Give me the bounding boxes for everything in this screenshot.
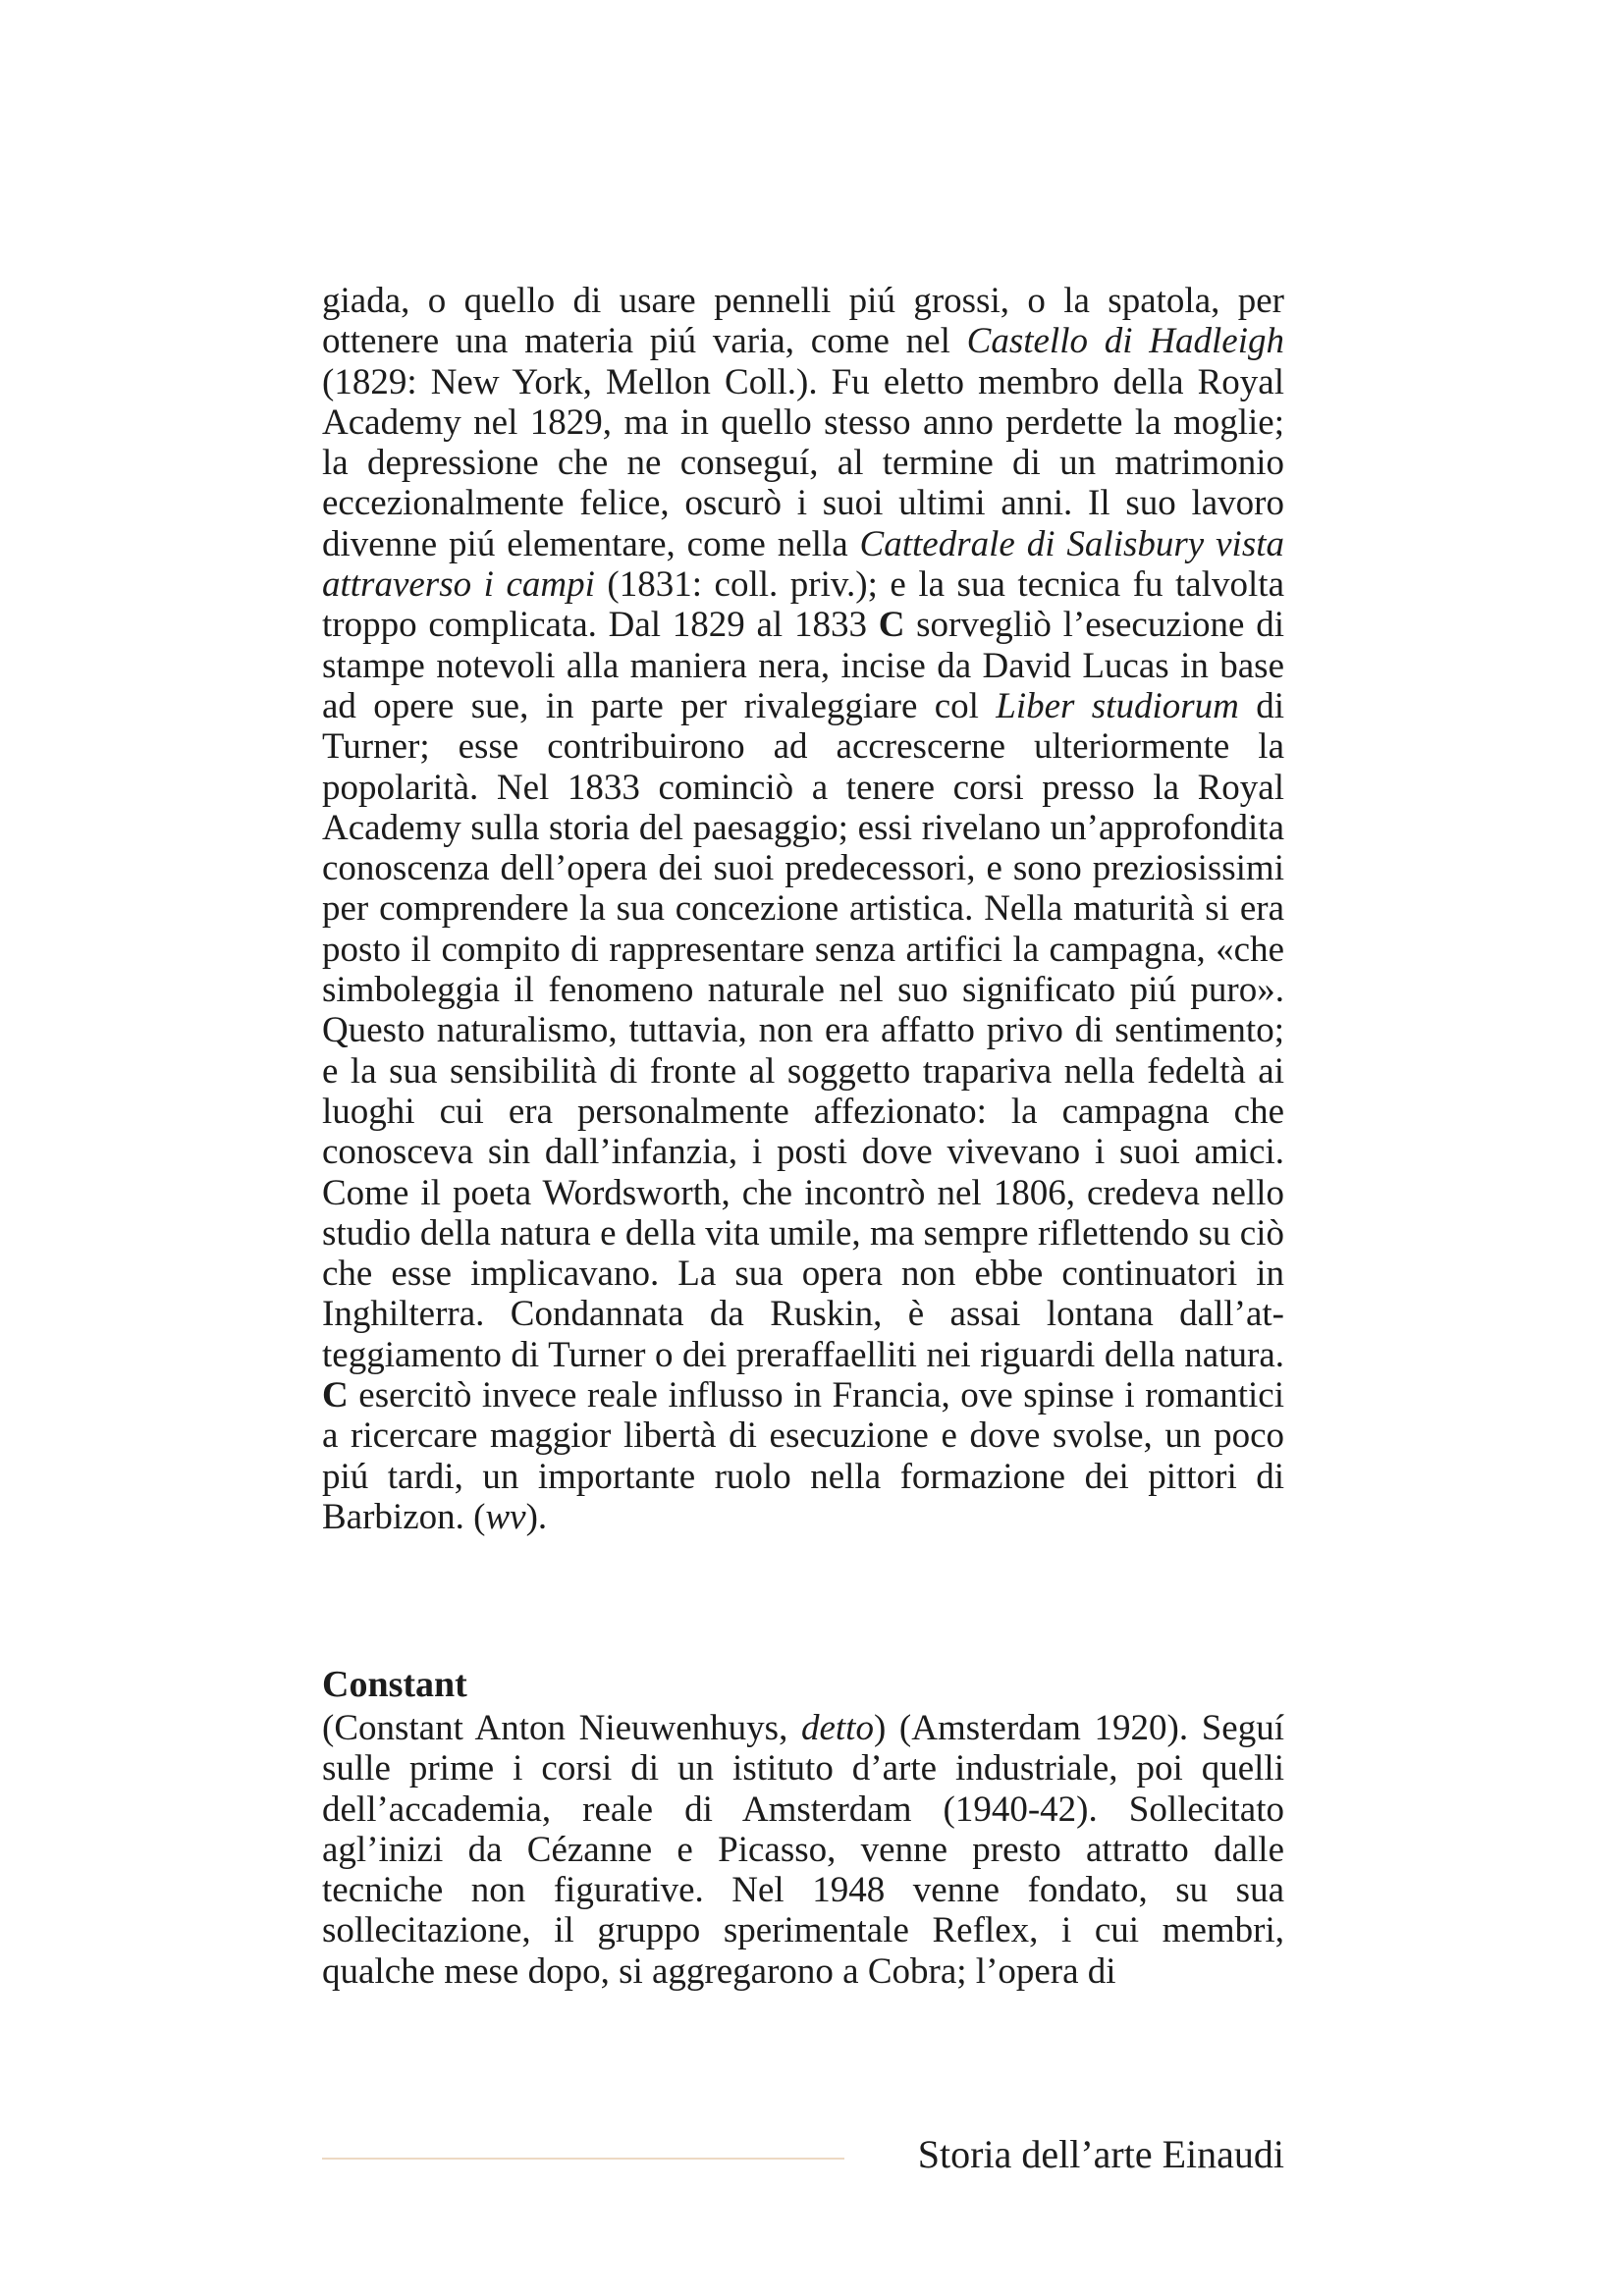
italic-run: Castello di Hadleigh [966, 321, 1284, 362]
italic-run: Liber studiorum [996, 685, 1239, 726]
text-run: (1829: New York, Mellon Coll.). Fu eletto membro della Royal Academy nel 1829, ma in quello stesso anno perdette la moglie; la depressione che ne conseguí, al termine di un matrimonio eccezionalmente felice, oscurò i suoi ultimi anni. Il suo lavoro divenne piú elementare, come nella [322, 361, 1284, 564]
text-run: ). [525, 1496, 548, 1537]
bold-abbreviation: C [878, 605, 905, 646]
text-run: di Turner; esse contribuirono ad accrescerne ulteriormente la popolarità. Nel 1833 cominciò a tenere corsi presso la Royal Academy sulla storia del paesaggio; essi rivelano un’approfondita conoscenza dell’opera dei suoi predecessori, e sono preziosissimi per comprendere la sua concezione artistica. Nella maturità si era posto il compito di rappresentare senza artifici la campagna, «che simboleggia il fenomeno naturale nel suo significato piú puro». Questo naturalismo, tuttavia, non era affatto privo di sentimento; e la sua sensibilità di fronte al soggetto trapariva nella fedeltà ai luoghi cui era personalmente affezionato: la campagna che conosceva sin dall’infanzia, i posti dove vivevano i suoi amici. Come il poeta Wordsworth, che incontrò nel 1806, credeva nello studio della natura e della vita umile, ma sempre riflettendo su ciò che esse implicavano. La sua opera non ebbe continuatori in Inghilterra. Condannata da Ruskin, è assai lontana dall’atteggiamento di Turner o dei preraffaelliti nei riguardi della natura. [322, 685, 1284, 1375]
italic-run: wv [485, 1496, 526, 1537]
body-paragraph [322, 1708, 1284, 1992]
bold-abbreviation: C [322, 1375, 349, 1416]
text-run: (Constant Anton Nieuwenhuys, [322, 1708, 801, 1748]
body-paragraph [322, 281, 1284, 1537]
text-run: sorvegliò l’esecuzione di stampe notevoli alla maniera nera, incise da David Lucas in base ad opere sue, in parte per rivaleggiare col [322, 605, 1284, 726]
italic-run: Cattedrale di Salisbury vista attraverso i campi [322, 523, 1284, 606]
entry-body [322, 1708, 1284, 1992]
text-run: (1831: coll. priv.); e la sua tecnica fu talvolta troppo complicata. Dal 1829 al 1833 [322, 564, 1284, 646]
footer-rule [322, 2158, 844, 2160]
italic-run: detto [800, 1708, 874, 1748]
text-run: esercitò invece reale influsso in Francia, ove spinse i romantici a ricercare maggior libertà di esecuzione e dove svolse, un poco piú tardi, un importante ruolo nella formazione dei pittori di Barbizon. ( [322, 1375, 1284, 1537]
article-continuation [322, 281, 1284, 1537]
footer-publication-label: Storia dell’arte Einaudi [917, 2132, 1284, 2176]
entry-heading: Constant [322, 1664, 467, 1705]
text-run: ) (Amsterdam 1920). Seguí sulle prime i corsi di un istituto d’arte industriale, poi quelli dell’accademia, reale di Amsterdam (1940-42). Sollecitato agl’inizi da Cézanne e Picasso, venne presto attratto dalle tecniche non figurative. Nel 1948 venne fondato, su sua sollecitazione, il gruppo sperimentale Reflex, i cui membri, qualche mese dopo, si aggregarono a Cobra; l’opera di [322, 1708, 1284, 1992]
text-run: giada, o quello di usare pennelli piú grossi, o la spatola, per ottenere una materia piú varia, come nel [322, 281, 1284, 362]
